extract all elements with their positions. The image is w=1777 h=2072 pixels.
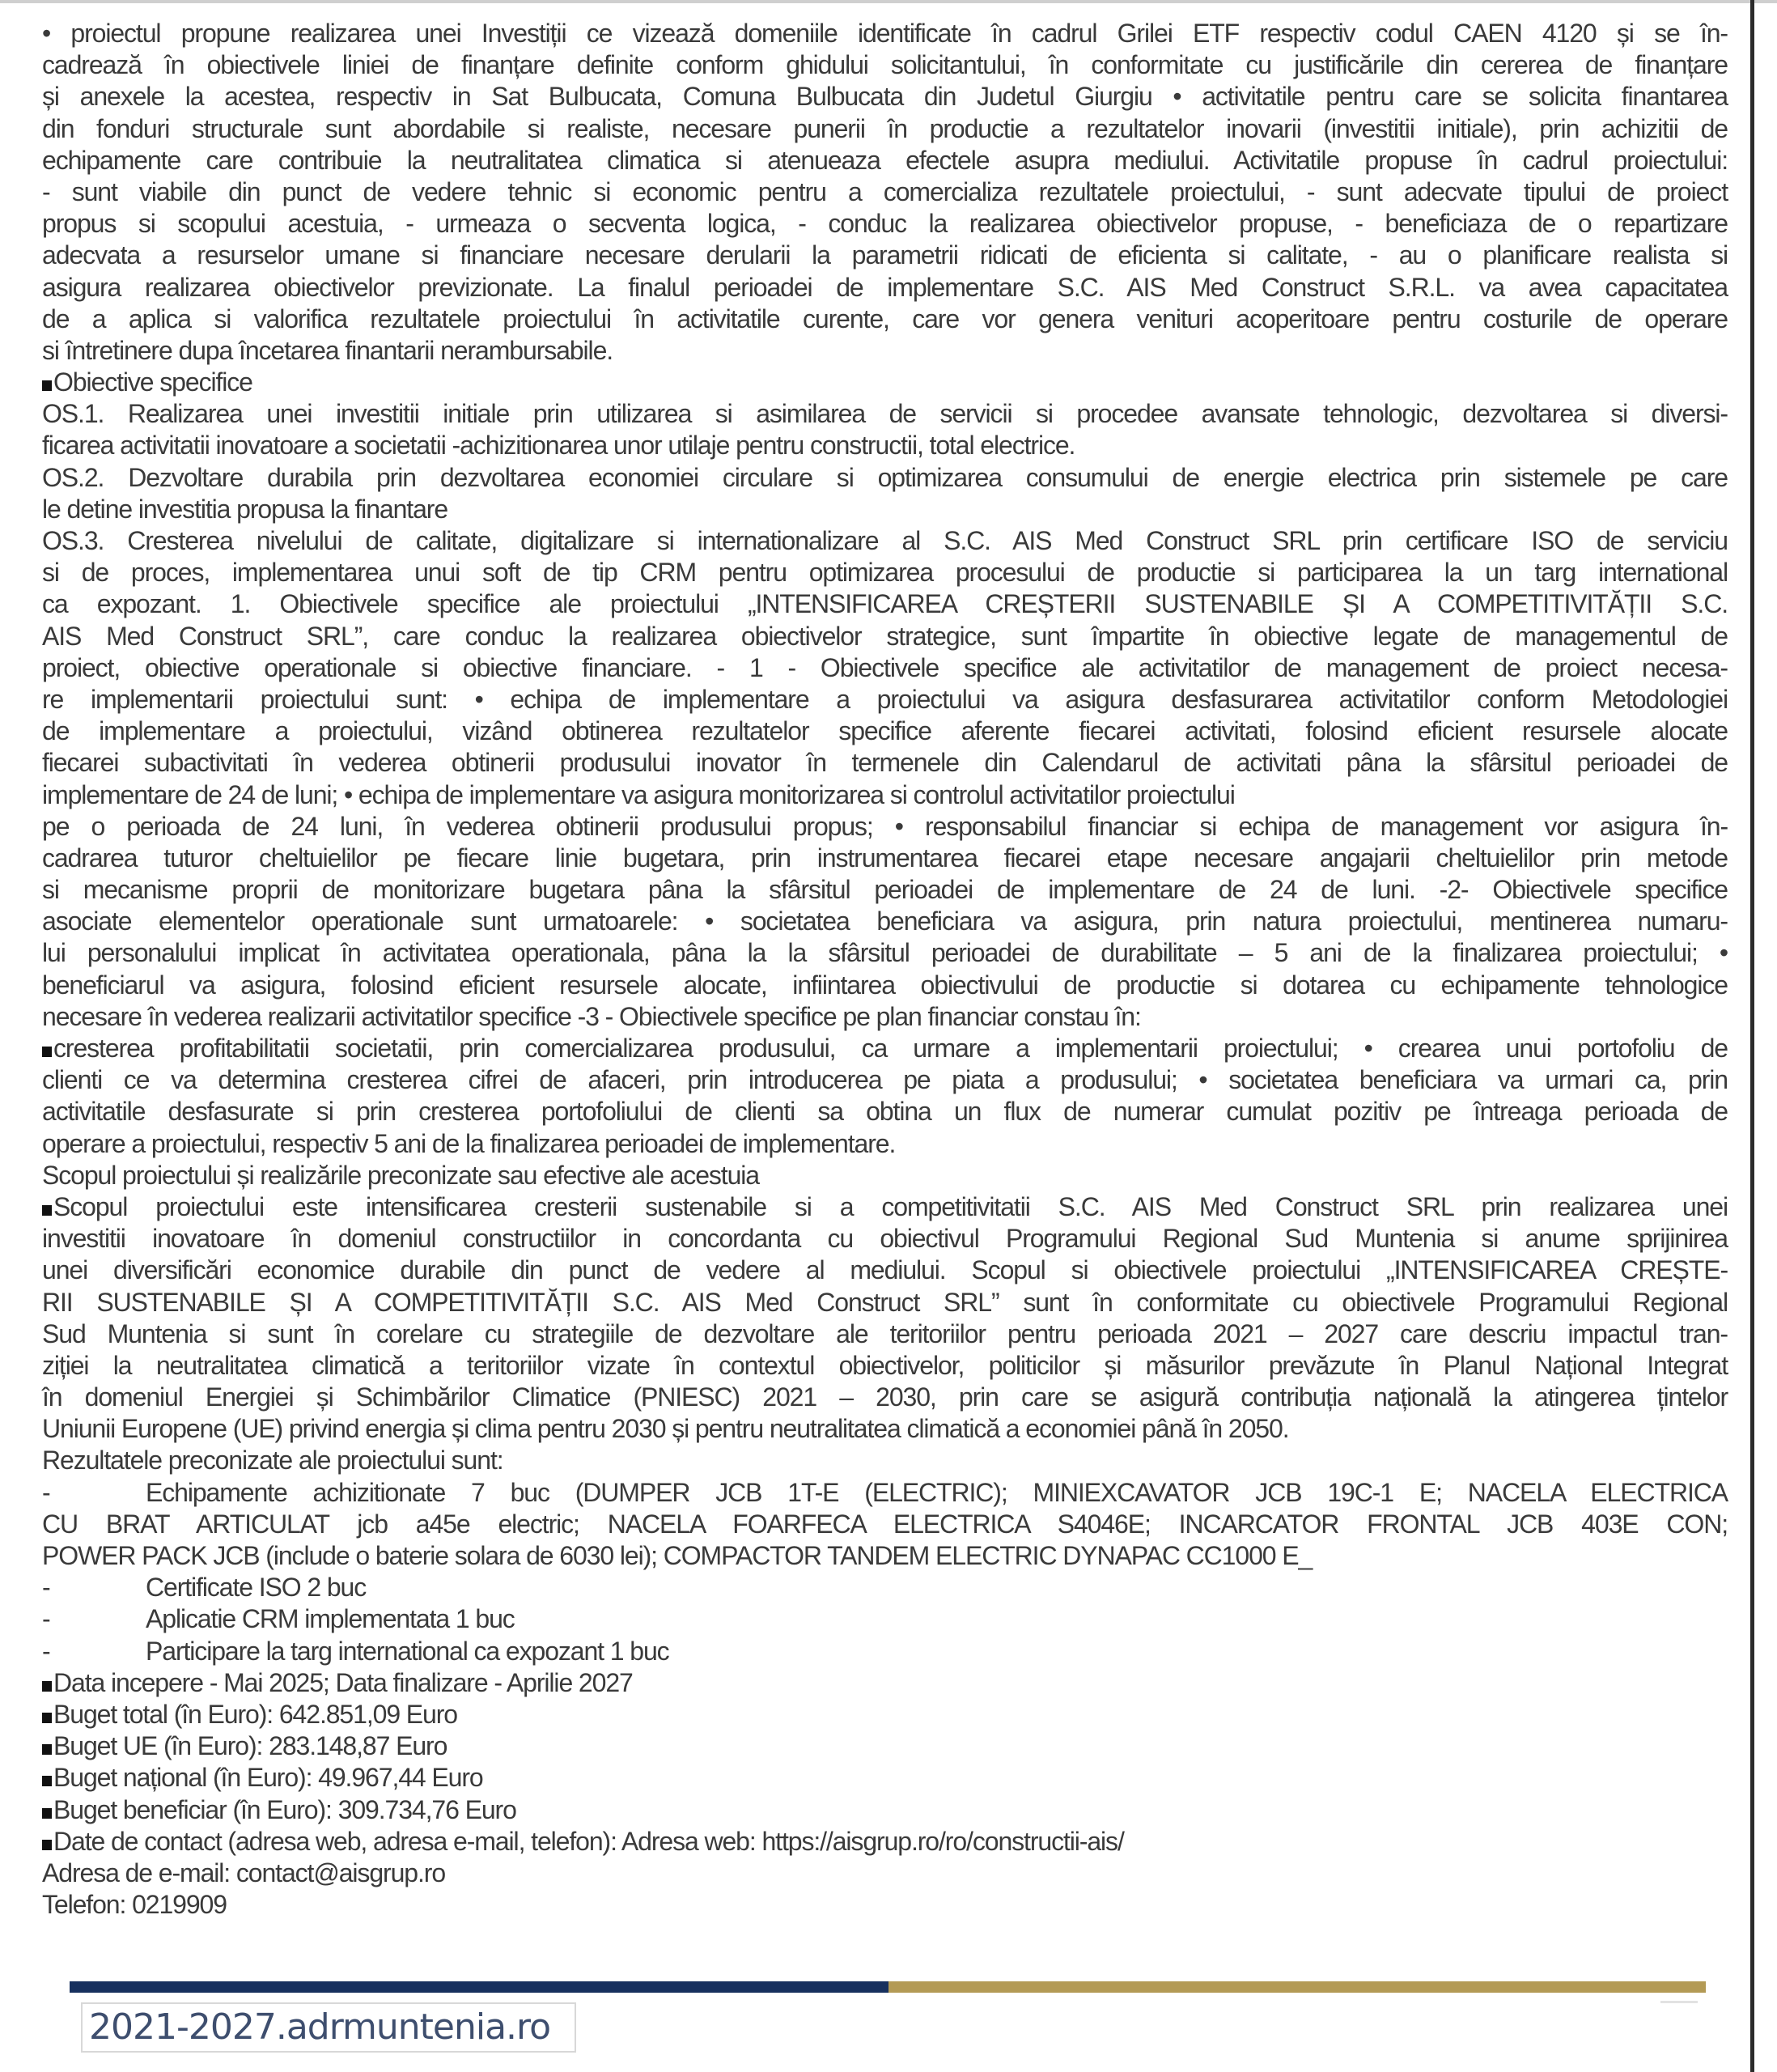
- text-line-content: OS.3. Cresterea nivelului de calitate, digitalizare si internationalizare al S.C. AIS Med Construct SRL prin certificare ISO de serviciu: [42, 526, 1728, 555]
- summary-line: [42, 1794, 1728, 1826]
- text-line-content: cadrează în obiectivele liniei de finanțare definite conform ghidului solicitantului, în conformitate cu justificările din cererea de finanțare: [42, 50, 1728, 80]
- text-line: [42, 398, 1728, 430]
- text-line: [42, 430, 1728, 461]
- text-line: [42, 335, 1728, 367]
- text-line-content: Scopul proiectului și realizările preconizate sau efective ale acestuia: [42, 1160, 759, 1190]
- summary-line: [42, 1826, 1728, 1858]
- text-line-content: ca expozant. 1. Obiectivele specifice ale proiectului „INTENSIFICAREA CREȘTERII SUSTENABILE ȘI A COMPETITIVITĂȚII S.C.: [42, 589, 1728, 619]
- text-line-content: și anexele la acestea, respectiv in Sat Bulbucata, Comuna Bulbucata din Judetul Giurgiu • activitatile pentru care se solicita finantarea: [42, 82, 1728, 112]
- text-line: [42, 779, 1728, 811]
- text-line-content: - sunt viabile din punct de vedere tehnic si economic pentru a comercializa rezultatele proiectului, - sunt adecvate tipului de proiect: [42, 176, 1728, 206]
- result-item: [42, 1572, 1728, 1603]
- summary-line-text: Telefon: 0219909: [42, 1890, 227, 1920]
- summary-line-text: Buget național (în Euro): 49.967,44 Euro: [53, 1763, 483, 1793]
- text-line: [42, 1160, 1728, 1191]
- text-line-content: activitatile desfasurate si prin cresterea portofoliului de clienti sa obtina un flux de numerar cumulat pozitiv pe întreaga perioada de: [42, 1097, 1728, 1127]
- summary-line: [42, 1667, 1728, 1699]
- text-line-content: implementare de 24 de luni; • echipa de implementare va asigura monitorizarea si controlul activitatilor proiectului: [42, 779, 1235, 809]
- text-line-content: Scopul proiectului este intensificarea cresterii sustenabile si a competitivitatii S.C. AIS Med Construct SRL prin realizarea unei: [53, 1191, 1728, 1221]
- text-line-content: lui personalului implicat în activitatea operationala, pâna la la sfârsitul perioadei de durabilitate – 5 ani de la finalizarea proiectului; •: [42, 938, 1728, 968]
- summary-line: [42, 1699, 1728, 1730]
- summary-line: [42, 1858, 1728, 1889]
- footer-website-label[interactable]: 2021-2027.adrmuntenia.ro: [81, 2002, 576, 2053]
- text-line-content: necesare în vederea realizarii activitatilor specifice -3 - Obiectivele specifice pe plan financiar constau în:: [42, 1001, 1141, 1031]
- text-line: [42, 747, 1728, 779]
- text-line-content: asociate elementelor operationale sunt urmatoarele: • societatea beneficiara va asigura, prin natura proiectului, mentinerea numaru-: [42, 906, 1728, 936]
- text-line-content: clienti ce va determina cresterea cifrei de afaceri, prin introducerea pe piata a produsului; • societatea beneficiara va urmari ca, prin: [42, 1065, 1728, 1095]
- text-line-content: investitii inovatoare în domeniul constructiilor in concordanta cu obiectivul Programului Regional Sud Muntenia si anume sprijinirea: [42, 1224, 1728, 1254]
- text-line: [42, 1064, 1728, 1096]
- text-line-content: le detine investitia propusa la finantare: [42, 494, 448, 524]
- text-line: [42, 970, 1728, 1001]
- text-line-content: OS.1. Realizarea unei investitii initiale prin utilizarea si asimilarea de servicii si procedee avansate tehnologic, dezvoltarea si diversi-: [42, 399, 1728, 429]
- result-item: [42, 1540, 1728, 1572]
- text-line: [42, 81, 1728, 113]
- result-item-text: POWER PACK JCB (include o baterie solara de 6030 lei); COMPACTOR TANDEM ELECTRIC DYNAPAC CC1000 E_: [42, 1541, 1313, 1570]
- text-line: [42, 145, 1728, 176]
- text-line-content: adecvata a resurselor umane si financiare necesare derularii la parametrii ridicati de eficienta si calitate, - au o planificare realista si: [42, 240, 1728, 270]
- result-item-text: Echipamente achizitionate 7 buc (DUMPER JCB 1T-E (ELECTRIC); MINIEXCAVATOR JCB 19C-1 E; NACELA ELECTRICA: [146, 1477, 1728, 1507]
- text-line: [42, 1191, 1728, 1223]
- text-line: [42, 811, 1728, 843]
- result-item-text: Aplicatie CRM implementata 1 buc: [146, 1604, 515, 1634]
- summary-line-text: Data incepere - Mai 2025; Data finalizare - Aprilie 2027: [53, 1667, 633, 1697]
- text-line-content: Sud Muntenia si sunt în corelare cu strategiile de dezvoltare ale teritoriilor pentru perioada 2021 – 2027 care descriu impactul tran-: [42, 1318, 1728, 1348]
- summary-line-text[interactable]: Adresa de e-mail: contact@aisgrup.ro: [42, 1858, 446, 1887]
- dash-marker: -: [42, 1573, 50, 1603]
- text-line: [42, 1287, 1728, 1318]
- text-line: [42, 1255, 1728, 1286]
- result-item: [42, 1636, 1728, 1667]
- text-line: [42, 1001, 1728, 1033]
- summary-line: [42, 1762, 1728, 1794]
- text-line: [42, 494, 1728, 525]
- text-line: [42, 906, 1728, 937]
- page-right-border: [1750, 0, 1754, 2072]
- result-item-text: Certificate ISO 2 buc: [146, 1573, 367, 1603]
- text-line: [42, 874, 1728, 906]
- text-line-content: de implementare a proiectului, vizând obtinerea rezultatelor specifice aferente fiecarei activitati, folosind eficient resursele alocate: [42, 716, 1728, 746]
- text-line: [42, 1382, 1728, 1413]
- text-line: [42, 1128, 1728, 1160]
- text-line: [42, 1445, 1728, 1476]
- text-line: [42, 1413, 1728, 1445]
- footer-bar-navy: [70, 1981, 888, 1993]
- text-line: [42, 272, 1728, 304]
- text-line-content: RII SUSTENABILE ȘI A COMPETITIVITĂȚII S.C. AIS Med Construct SRL” sunt în conformitate cu obiectivele Programului Regional: [42, 1287, 1728, 1317]
- dash-marker: -: [42, 1636, 50, 1666]
- text-line: [42, 240, 1728, 271]
- footer-bar-gold: [888, 1981, 1706, 1993]
- text-line-content: echipamente care contribuie la neutralitatea climatica si atenueaza efectele asupra mediului. Activitatile propuse în cadrul proiectului:: [42, 145, 1728, 175]
- text-line-content: ficarea activitatii inovatoare a societatii -achizitionarea unor utilaje pentru constructii, total electrice.: [42, 431, 1075, 461]
- summary-line-text: Buget total (în Euro): 642.851,09 Euro: [53, 1699, 457, 1729]
- text-line: [42, 49, 1728, 81]
- text-line-content: si întretinere dupa încetarea finantarii nerambursabile.: [42, 335, 613, 365]
- square-bullet-icon: [42, 1047, 52, 1057]
- document-body: [42, 18, 1728, 1921]
- text-line-content: ziției la neutralitatea climatică a teritoriilor vizate în contextul obiectivelor, politicilor și măsurilor prevăzute în Planul Național Integrat: [42, 1350, 1728, 1380]
- text-line: [42, 304, 1728, 335]
- text-line: [42, 1096, 1728, 1127]
- text-line-content: în domeniul Energiei și Schimbărilor Climatice (PNIESC) 2021 – 2030, prin care se asigură contribuția națională la atingerea țintelor: [42, 1382, 1728, 1412]
- text-line-content: si de proces, implementarea unui soft de tip CRM pentru optimizarea procesului de productie si participarea la un targ international: [42, 558, 1728, 588]
- square-bullet-icon: [42, 1713, 52, 1723]
- text-line-content: propus si scopului acestuia, - urmeaza o secventa logica, - conduc la realizarea obiectivelor propuse, - beneficiaza de o repartizare: [42, 209, 1728, 239]
- text-line-content: proiect, obiective operationale si obiective financiare. - 1 - Obiectivele specifice ale activitatilor de management de proiect necesa-: [42, 652, 1728, 682]
- summary-line: [42, 1730, 1728, 1762]
- text-line-content: • proiectul propune realizarea unei Investiții ce vizează domeniile identificate în cadrul Grilei ETF respectiv codul CAEN 4120 și se în-: [42, 19, 1728, 48]
- result-item-text: CU BRAT ARTICULAT jcb a45e electric; NACELA FOARFECA ELECTRICA S4046E; INCARCATOR FRONTAL JCB 403E CON;: [42, 1509, 1728, 1539]
- text-line: [42, 557, 1728, 588]
- square-bullet-icon: [42, 1205, 52, 1216]
- square-bullet-icon: [42, 1681, 52, 1692]
- dash-marker: -: [42, 1604, 50, 1634]
- summary-line-text: Buget UE (în Euro): 283.148,87 Euro: [53, 1731, 447, 1761]
- text-line-content: beneficiarul va asigura, folosind eficient resursele alocate, infiintarea obiectivului de productie si dotarea cu echipamente tehnologice: [42, 970, 1728, 1000]
- text-line-content: Obiective specifice: [53, 367, 252, 397]
- text-line-content: OS.2. Dezvoltare durabila prin dezvoltarea economiei circulare si optimizarea consumului de energie electrica prin sistemele pe care: [42, 462, 1728, 492]
- text-line: [42, 652, 1728, 684]
- summary-line-text[interactable]: Date de contact (adresa web, adresa e-mail, telefon): Adresa web: https://aisgrup.ro/ro/constructii-ais/: [53, 1826, 1124, 1856]
- square-bullet-icon: [42, 380, 52, 391]
- text-line: [42, 1033, 1728, 1064]
- summary-line: [42, 1889, 1728, 1921]
- text-line: [42, 113, 1728, 145]
- text-line: [42, 1318, 1728, 1350]
- text-line-content: operare a proiectului, respectiv 5 ani de la finalizarea perioadei de implementare.: [42, 1128, 896, 1158]
- text-line-content: re implementarii proiectului sunt: • echipa de implementare a proiectului va asigura desfasurarea activitatilor conform Metodologiei: [42, 684, 1728, 714]
- text-line: [42, 208, 1728, 240]
- text-line: [42, 684, 1728, 715]
- result-item: [42, 1509, 1728, 1540]
- text-line-content: cadrarea tuturor cheltuielilor pe fiecare linie bugetara, prin instrumentarea fiecarei etape necesare angajarii cheltuielilor prin metode: [42, 843, 1728, 873]
- text-line-content: pe o perioada de 24 luni, în vederea obtinerii produsului propus; • responsabilul financiar si echipa de management vor asigura în-: [42, 811, 1728, 841]
- text-line-content: si mecanisme proprii de monitorizare bugetara pâna la sfârsitul perioadei de implementare de 24 de luni. -2- Obiectivele specifice: [42, 875, 1728, 905]
- text-line-content: din fonduri structurale sunt abordabile si realiste, necesare punerii în productie a rezultatelor inovarii (investitii initiale), prin achizitii de: [42, 113, 1728, 143]
- result-item: [42, 1477, 1728, 1509]
- text-line: [42, 462, 1728, 494]
- summary-line-text: Buget beneficiar (în Euro): 309.734,76 Euro: [53, 1794, 516, 1824]
- footer-mark: [1660, 2001, 1698, 2003]
- text-line: [42, 937, 1728, 969]
- page-top-edge: [0, 0, 1777, 3]
- text-line-content: AIS Med Construct SRL”, care conduc la realizarea obiectivelor strategice, sunt împartite în obiective legate de managementul de: [42, 621, 1728, 651]
- square-bullet-icon: [42, 1808, 52, 1819]
- text-line: [42, 621, 1728, 652]
- text-line-content: Uniunii Europene (UE) privind energia și clima pentru 2030 și pentru neutralitatea climatică a economiei până în 2050.: [42, 1414, 1289, 1444]
- result-item: [42, 1603, 1728, 1635]
- square-bullet-icon: [42, 1744, 52, 1755]
- text-line-content: de a aplica si valorifica rezultatele proiectului în activitatile curente, care vor genera venituri acoperitoare pentru costurile de operare: [42, 304, 1728, 333]
- result-item-text: Participare la targ international ca expozant 1 buc: [146, 1636, 669, 1666]
- text-line-content: cresterea profitabilitatii societatii, prin comercializarea produsului, ca urmare a implementarii proiectului; • crearea unui portofoliu de: [53, 1034, 1728, 1063]
- text-line: [42, 176, 1728, 208]
- text-line-content: Rezultatele preconizate ale proiectului sunt:: [42, 1446, 503, 1475]
- text-line: [42, 525, 1728, 557]
- text-line: [42, 367, 1728, 398]
- text-line: [42, 18, 1728, 49]
- text-line-content: asigura realizarea obiectivelor previzionate. La finalul perioadei de implementare S.C. AIS Med Construct S.R.L. va avea capacitatea: [42, 272, 1728, 302]
- text-line: [42, 843, 1728, 874]
- text-line-content: unei diversificări economice durabile din punct de vedere al mediului. Scopul si obiectivele proiectului „INTENSIFICAREA CREȘTE-: [42, 1255, 1728, 1285]
- text-line-content: fiecarei subactivitati în vederea obtinerii produsului inovator în termenele din Calendarul de activitati pâna la sfârsitul perioadei de: [42, 748, 1728, 778]
- dash-marker: -: [42, 1477, 50, 1507]
- square-bullet-icon: [42, 1840, 52, 1850]
- text-line: [42, 715, 1728, 747]
- text-line: [42, 1223, 1728, 1255]
- square-bullet-icon: [42, 1776, 52, 1786]
- text-line: [42, 1350, 1728, 1382]
- text-line: [42, 588, 1728, 620]
